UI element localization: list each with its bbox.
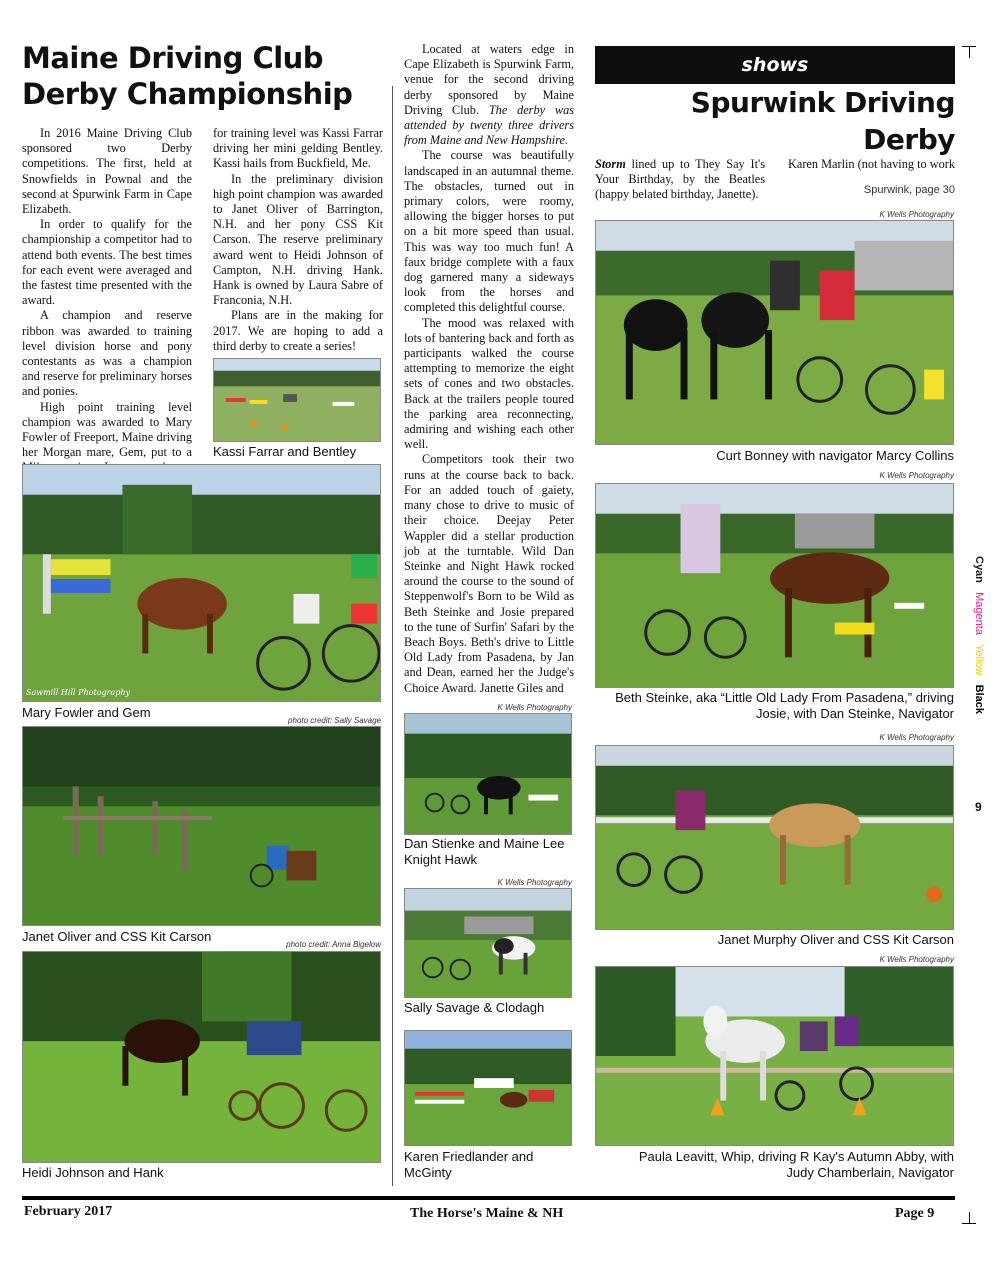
caption-line: Beth Steinke, aka “Little Old Lady From Pasadena,” driving <box>615 690 954 705</box>
caption-janet-oliver: Janet Oliver and CSS Kit Carson <box>22 929 212 944</box>
photo-credit-kwells: K Wells Photography <box>879 471 954 480</box>
caption-line: Josie, with Dan Steinke, Navigator <box>756 706 954 721</box>
photo-watermark: Sawmill Hill Photography <box>26 688 130 697</box>
paragraph: In 2016 Maine Driving Club sponsored two Derby competitions. The first, held at Snowfields in Pownal and the second at Spurwink Farm in Cape Elizabeth. <box>22 126 192 217</box>
jump-line: Spurwink, page 30 <box>863 184 955 196</box>
caption-beth-steinke <box>595 690 954 722</box>
caption-sally-savage: Sally Savage & Clodagh <box>404 1000 545 1015</box>
photo-credit-kwells: K Wells Photography <box>879 210 954 219</box>
italic-sentence: The derby was attended by twenty three drivers from Maine and New Hampshire. <box>404 102 575 148</box>
paragraph: A champion and reserve ribbon was awarded to training level division horse and pony contestants as was a champion and reserve for preliminary horses and ponies. <box>22 308 192 399</box>
paragraph: The course was beautifully landscaped in an autumnal theme. The obstacles, turned out in primary colors, were roomy, allowing the bigger horses to put on a bit more speed than usual. This was way too much fun! A faux bridge complete with a faux dog garnered many a sideways look from the horses and completed this delightful course. <box>404 148 574 315</box>
left-headline-line1: Maine Driving Club <box>22 41 324 75</box>
caption-line: Judy Chamberlain, Navigator <box>786 1165 954 1180</box>
footer-page-number: Page 9 <box>895 1206 935 1221</box>
caption-paula-leavitt <box>595 1149 954 1181</box>
paragraph: Plans are in the making for 2017. We are hoping to add a third derby to create a series! <box>213 308 383 353</box>
caption-kassi: Kassi Farrar and Bentley <box>213 444 357 459</box>
caption-mary-fowler: Mary Fowler and Gem <box>22 705 151 720</box>
caption-heidi-johnson: Heidi Johnson and Hank <box>22 1165 164 1180</box>
caption-janet-murphy-oliver: Janet Murphy Oliver and CSS Kit Carson <box>717 932 954 947</box>
footer-date: February 2017 <box>24 1204 113 1219</box>
left-article-col1 <box>22 126 192 476</box>
photo-credit-kwells: K Wells Photography <box>497 703 572 712</box>
photo-credit-kwells: K Wells Photography <box>879 733 954 742</box>
right-headline-line2: Derby <box>863 123 955 156</box>
right-article-col-a <box>595 157 765 203</box>
right-headline-line1: Spurwink Driving <box>690 86 955 119</box>
photo-paula-leavitt <box>595 966 954 1146</box>
paragraph-text: Karen Marlin (not having to work <box>788 157 955 171</box>
paragraph-continued: for training level was Kassi Farrar driving her mini gelding Bentley. Kassi hails from Buckfield, Me. <box>213 126 383 171</box>
paragraph: In the preliminary division high point champion was awarded to Janet Oliver of Barrington, N.H. and her pony CSS Kit Carson. The reserve preliminary award went to Heidi Johnson of Campton, N.H. driving Hank. Hank is owned by Laura Sabre of Franconia, N.H. <box>213 171 383 308</box>
photo-credit-sally: photo credit: Sally Savage <box>288 716 381 725</box>
right-headline <box>595 84 955 158</box>
photo-janet-oliver <box>22 726 381 926</box>
left-article-col2 <box>213 126 383 354</box>
crop-mark-top <box>962 46 976 58</box>
photo-credit-anna: photo credit: Anna Bigelow <box>286 940 381 949</box>
cmyk-black: Black <box>973 684 985 714</box>
photo-karen-friedlander <box>404 1030 572 1146</box>
caption-karen-friedlander: Karen Friedlander and McGinty <box>404 1149 534 1180</box>
photo-kassi-farrar <box>213 358 381 442</box>
margin-page-number: 9 <box>975 800 982 814</box>
left-headline-line2: Derby Championship <box>22 77 353 111</box>
photo-credit-kwells: K Wells Photography <box>879 955 954 964</box>
bold-lead: Storm <box>595 157 626 171</box>
caption-line: Paula Leavitt, Whip, driving R Kay's Autumn Abby, with <box>638 1149 954 1164</box>
footer-rule <box>22 1196 955 1200</box>
section-banner <box>595 46 955 84</box>
photo-janet-murphy-oliver <box>595 745 954 930</box>
cmyk-color-bar <box>973 556 985 714</box>
photo-dan-stienke <box>404 713 572 835</box>
right-article-col-b <box>785 157 955 172</box>
crop-mark-bottom <box>962 1212 976 1224</box>
photo-credit-kwells: K Wells Photography <box>497 878 572 887</box>
cmyk-magenta: Magenta <box>973 592 985 635</box>
caption-dan-stienke: Dan Stienke and Maine Lee Knight Hawk <box>404 836 565 867</box>
photo-heidi-johnson <box>22 951 381 1163</box>
photo-mary-fowler <box>22 464 381 702</box>
caption-curt-bonney: Curt Bonney with navigator Marcy Collins <box>716 448 954 463</box>
paragraph: Competitors took their two runs at the course back to back. For an added touch of gaiety, many chose to drive to music of their choice. Deejay Peter Wappler did a stellar production job at the turntable. Wild Dan Steinke and Night Hawk rocked around the course to the sound of Steppenwolf's Born to be Wild as Beth Steinke and Josie prepared to the tune of Surfin' Safari by the Beach Boys. Beth's drive to Little Old Lady from Pasadena, by Jan and Dean, earned her the Judge's Choice Award. Janette Giles and <box>404 452 574 695</box>
cmyk-cyan: Cyan <box>973 556 985 583</box>
left-headline <box>22 40 382 112</box>
paragraph: In order to qualify for the championship a competitor had to attend both events. The best times for each event were averaged and the fastest time presented with the award. <box>22 217 192 308</box>
photo-sally-savage <box>404 888 572 998</box>
paragraph: The mood was relaxed with lots of bantering back and forth as participants walked the course attempting to memorize the eight sets of cones and two obstacles. Back at the trailers people toured the parking area reconnecting, admiring and wishing each other well. <box>404 315 574 452</box>
paragraph-text: Located at waters edge in Cape Elizabeth is Spurwink Farm, venue for the second driving derby sponsored by Maine Driving Club. <box>404 42 574 117</box>
middle-column-text <box>404 42 574 696</box>
column-rule <box>392 86 393 1186</box>
paragraph <box>404 42 574 148</box>
photo-curt-bonney <box>595 220 954 445</box>
paragraph: High point training level champion was awarded to Mary Fowler of Freeport, Maine driving her Morgan mare, Gem, put to a <box>22 399 192 460</box>
paragraph-text: lined up to They Say It's Your Birthday, by the Beatles (happy belated birthday, Janette). <box>595 157 765 202</box>
cmyk-yellow: Yellow <box>973 644 985 676</box>
section-label: shows <box>741 54 809 76</box>
photo-beth-steinke <box>595 483 954 688</box>
footer-publication: The Horse's Maine & NH <box>410 1206 564 1221</box>
